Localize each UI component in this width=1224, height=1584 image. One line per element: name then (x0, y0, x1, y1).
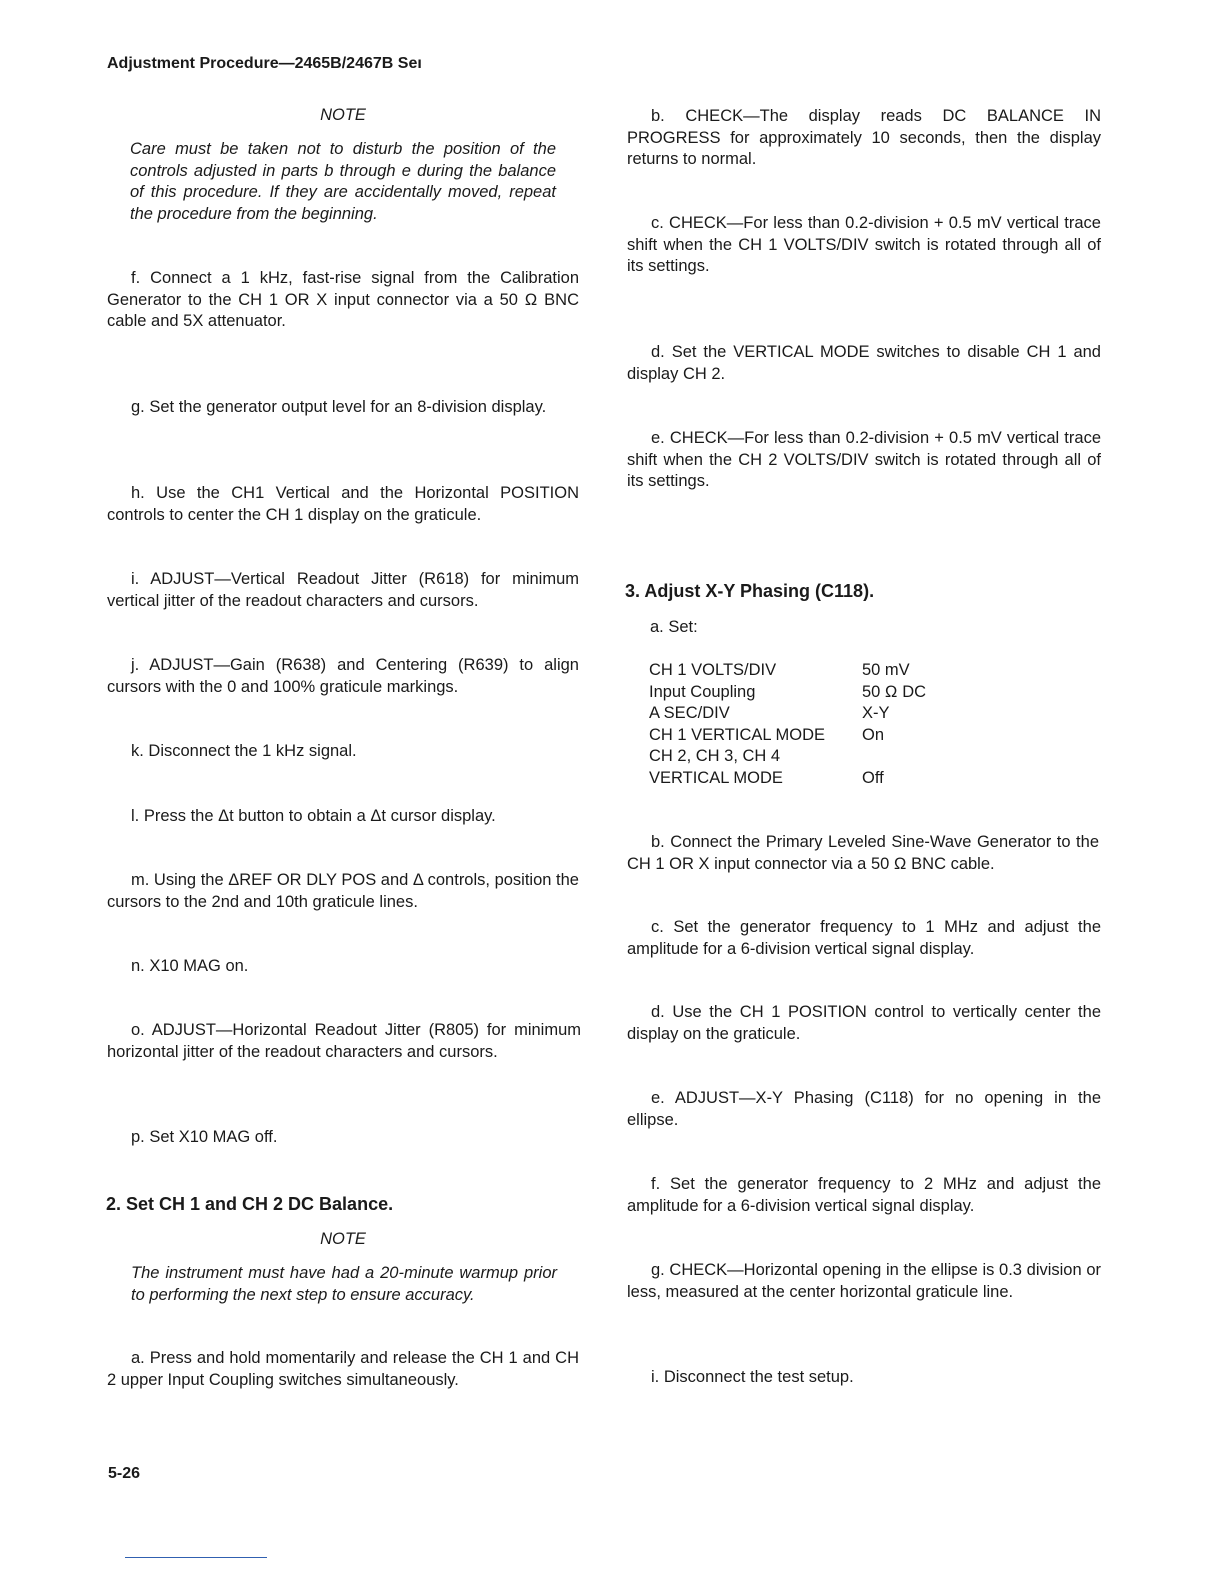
settings-row (649, 725, 926, 747)
footer-rule (125, 1557, 267, 1558)
setting-label: CH 1 VERTICAL MODE (649, 725, 826, 744)
setting-label: A SEC/DIV (649, 704, 730, 722)
setting-label: CH 2, CH 3, CH 4 (649, 747, 781, 765)
setting-value: 50 mV (862, 661, 910, 679)
step-h: h. Use the CH1 Vertical and the Horizontal POSITION controls to center the CH 1 display on the graticule. (107, 484, 579, 524)
step-3c: c. Set the generator frequency to 1 MHz and adjust the amplitude for a 6-division vertical signal display. (627, 918, 1101, 958)
setting-value (862, 746, 926, 768)
section-2-heading: 2. Set CH 1 and CH 2 DC Balance. (106, 1194, 394, 1214)
settings-row (649, 746, 926, 768)
setting-value: 50 Ω DC (862, 682, 927, 701)
step-n: n. X10 MAG on. (131, 957, 249, 975)
step-3f: f. Set the generator frequency to 2 MHz and adjust the amplitude for a 6-division vertical signal display. (627, 1175, 1101, 1215)
step-p: p. Set X10 MAG off. (131, 1128, 278, 1146)
settings-row (649, 703, 926, 725)
step-2e: e. CHECK—For less than 0.2-division + 0.5 mV vertical trace shift when the CH 2 VOLTS/DIV switch is rotated through all of its settings. (627, 429, 1101, 490)
settings-row (649, 768, 926, 790)
settings-row (649, 660, 926, 682)
setting-value: On (862, 725, 885, 744)
setting-value: X-Y (862, 704, 890, 722)
step-j: j. ADJUST—Gain (R638) and Centering (R639) to align cursors with the 0 and 100% graticule markings. (107, 656, 579, 696)
step-2d: d. Set the VERTICAL MODE switches to disable CH 1 and display CH 2. (627, 343, 1101, 383)
step-3d: d. Use the CH 1 POSITION control to vertically center the display on the graticule. (627, 1003, 1101, 1043)
step-o: o. ADJUST—Horizontal Readout Jitter (R805) for minimum horizontal jitter of the readout characters and cursors. (107, 1021, 581, 1061)
step-3e: e. ADJUST—X-Y Phasing (C118) for no opening in the ellipse. (627, 1089, 1101, 1129)
step-m: m. Using the ΔREF OR DLY POS and Δ controls, position the cursors to the 2nd and 10th graticule lines. (107, 871, 579, 911)
section-3-heading: 3. Adjust X-Y Phasing (C118). (625, 581, 875, 601)
running-header: Adjustment Procedure—2465B/2467B Seı (107, 55, 422, 72)
settings-row (649, 682, 926, 704)
step-2c: c. CHECK—For less than 0.2-division + 0.5 mV vertical trace shift when the CH 1 VOLTS/DIV switch is rotated through all of its settings. (627, 214, 1101, 275)
note-heading: NOTE (320, 106, 366, 124)
step-g: g. Set the generator output level for an 8-division display. (131, 398, 547, 416)
step-k: k. Disconnect the 1 kHz signal. (131, 742, 357, 760)
step-3b: b. Connect the Primary Leveled Sine-Wave Generator to the CH 1 OR X input connector via a 50 Ω BNC cable. (627, 833, 1099, 873)
step-3a: a. Set: (650, 618, 698, 636)
note-heading: NOTE (320, 1230, 366, 1248)
step-i: i. ADJUST—Vertical Readout Jitter (R618) for minimum vertical jitter of the readout characters and cursors. (107, 570, 579, 610)
note-text: The instrument must have had a 20-minute warmup prior to performing the next step to ensure accuracy. (131, 1264, 557, 1304)
setting-label: CH 1 VOLTS/DIV (649, 661, 777, 679)
setting-label: Input Coupling (649, 682, 756, 701)
settings-table (649, 660, 926, 789)
step-2b: b. CHECK—The display reads DC BALANCE IN PROGRESS for approximately 10 seconds, then the display returns to normal. (627, 107, 1101, 168)
step-3i: i. Disconnect the test setup. (651, 1368, 854, 1386)
page-number: 5-26 (108, 1465, 141, 1482)
setting-label: VERTICAL MODE (649, 768, 783, 787)
step-f: f. Connect a 1 kHz, fast-rise signal from the Calibration Generator to the CH 1 OR X input connector via a 50 Ω BNC cable and 5X attenuator. (107, 269, 579, 330)
step-l: l. Press the Δt button to obtain a Δt cursor display. (131, 807, 496, 825)
note-text: Care must be taken not to disturb the position of the controls adjusted in parts b through e during the balance of this procedure. If they are accidentally moved, repeat the procedure from the beginning. (130, 140, 556, 223)
step-2a: a. Press and hold momentarily and release the CH 1 and CH 2 upper Input Coupling switches simultaneously. (107, 1349, 579, 1389)
setting-value: Off (862, 768, 884, 787)
step-3g: g. CHECK—Horizontal opening in the ellipse is 0.3 division or less, measured at the center horizontal graticule line. (627, 1261, 1101, 1301)
